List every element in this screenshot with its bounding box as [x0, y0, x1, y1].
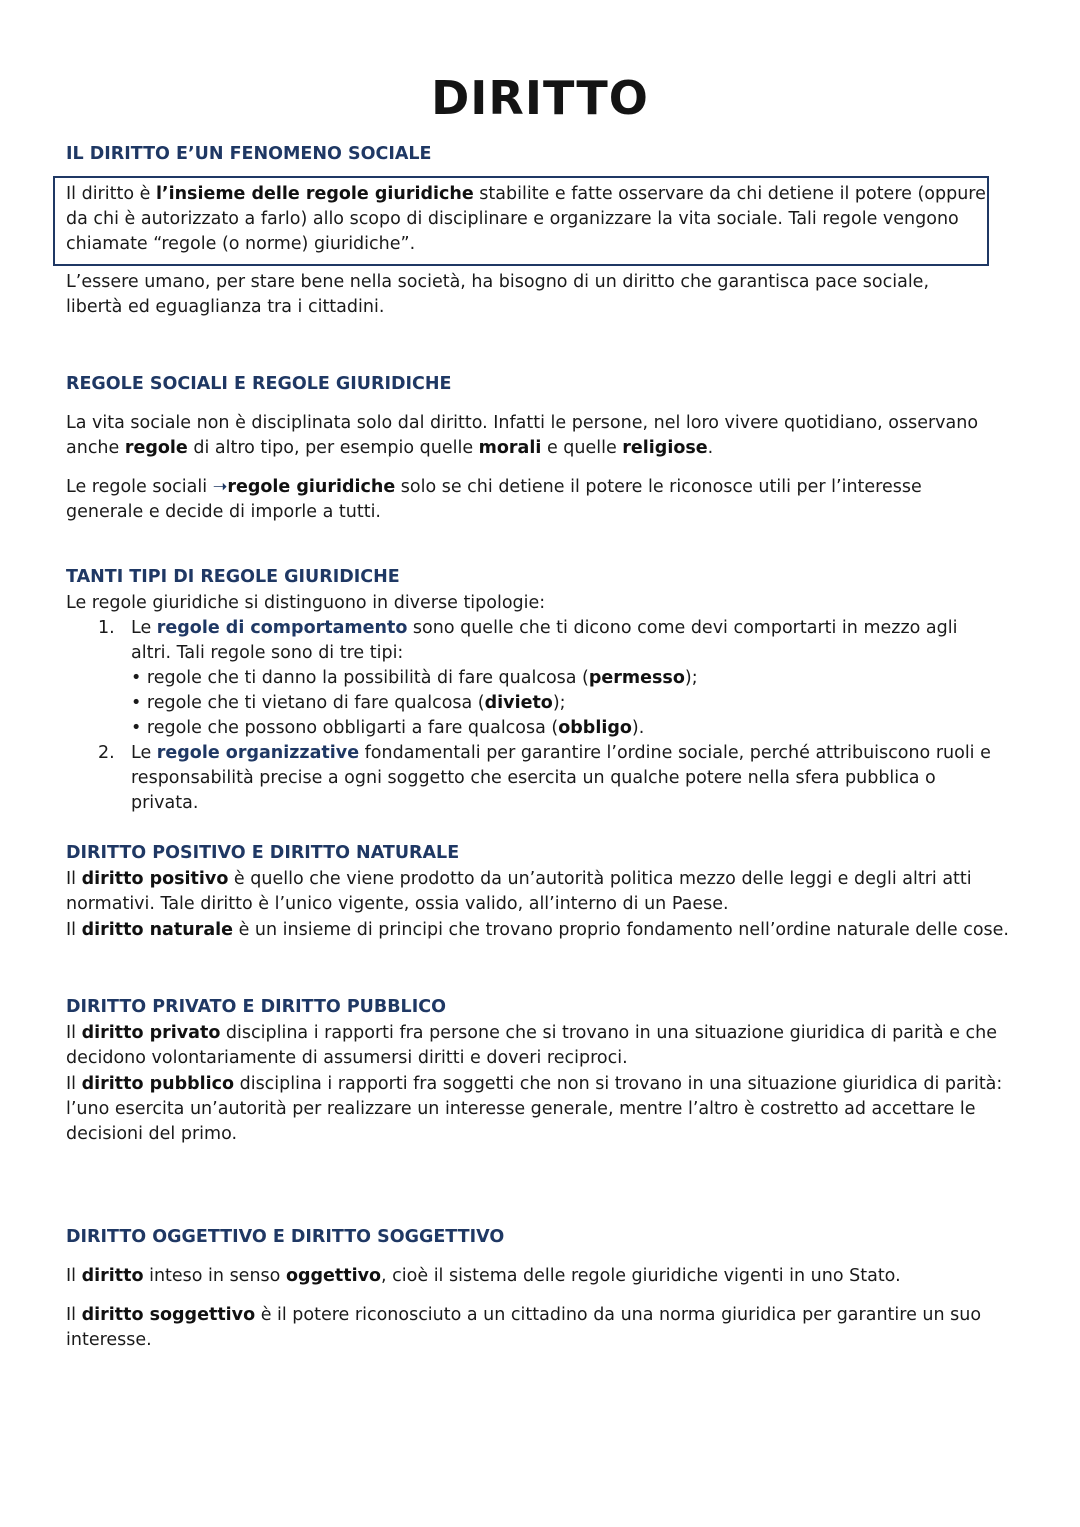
paragraph-essere-umano: L’essere umano, per stare bene nella società, ha bisogno di un diritto che garantisca pace sociale, libertà ed eguaglianza tra i cittadini.	[66, 272, 930, 317]
section-heading-positivo-naturale: DIRITTO POSITIVO E DIRITTO NATURALE	[66, 843, 460, 863]
section-heading-tipi-regole: TANTI TIPI DI REGOLE GIURIDICHE	[66, 567, 400, 587]
bullet-obbligo: • regole che possono obbligarti a fare qualcosa (obbligo).	[131, 718, 645, 738]
list-item-regole-organizzative: Le regole organizzative fondamentali per garantire l’ordine sociale, perché attribuiscono ruoli e responsabilità precise a ogni soggetto che esercita un qualche potere nella sfera pubblica o privata.	[131, 743, 991, 813]
section-heading-privato-pubblico: DIRITTO PRIVATO E DIRITTO PUBBLICO	[66, 997, 446, 1017]
bullet-permesso: • regole che ti danno la possibilità di fare qualcosa (permesso);	[131, 668, 698, 688]
paragraph-diritto-privato: Il diritto privato disciplina i rapporti fra persone che si trovano in una situazione giuridica di parità e che decidono volontariamente di assumersi diritti e doveri reciproci.	[66, 1023, 998, 1068]
definition-text: Il diritto è l’insieme delle regole giuridiche stabilite e fatte osservare da chi detiene il potere (oppure da chi è autorizzato a farlo) allo scopo di disciplinare e organizzare la vita sociale. Tali regole vengono chiamate “regole (o norme) giuridiche”.	[66, 184, 986, 254]
paragraph-tipologie-intro: Le regole giuridiche si distinguono in diverse tipologie:	[66, 593, 546, 613]
list-number-2: 2.	[98, 743, 115, 763]
section-heading-regole-sociali: REGOLE SOCIALI E REGOLE GIURIDICHE	[66, 374, 452, 394]
section-heading-fenomeno-sociale: IL DIRITTO E’UN FENOMENO SOCIALE	[66, 144, 432, 164]
page-title: DIRITTO	[431, 71, 649, 125]
list-number-1: 1.	[98, 618, 115, 638]
paragraph-diritto-positivo: Il diritto positivo è quello che viene prodotto da un’autorità politica mezzo delle leggi e degli altri atti normativi. Tale diritto è l’unico vigente, ossia valido, all’interno di un Paese.	[66, 869, 972, 914]
paragraph-diritto-oggettivo: Il diritto inteso in senso oggettivo, cioè il sistema delle regole giuridiche vigenti in uno Stato.	[66, 1266, 901, 1286]
paragraph-diritto-naturale: Il diritto naturale è un insieme di principi che trovano proprio fondamento nell’ordine naturale delle cose.	[66, 920, 1009, 940]
arrow-right-icon: ➝	[212, 477, 228, 497]
list-item-regole-comportamento: Le regole di comportamento sono quelle che ti dicono come devi comportarti in mezzo agli altri. Tali regole sono di tre tipi:	[131, 618, 958, 663]
section-heading-oggettivo-soggettivo: DIRITTO OGGETTIVO E DIRITTO SOGGETTIVO	[66, 1227, 505, 1247]
paragraph-diritto-pubblico: Il diritto pubblico disciplina i rapporti fra soggetti che non si trovano in una situazione giuridica di parità: l’uno esercita un’autorità per realizzare un interesse generale, mentre l’altro è costretto ad accettare le decisioni del primo.	[66, 1074, 1003, 1144]
paragraph-diritto-soggettivo: Il diritto soggettivo è il potere riconosciuto a un cittadino da una norma giuridica per garantire un suo interesse.	[66, 1305, 982, 1350]
paragraph-regole-sociali: Le regole sociali ➝regole giuridiche solo se chi detiene il potere le riconosce utili per l’interesse generale e decide di imporle a tutti.	[66, 477, 922, 522]
paragraph-vita-sociale: La vita sociale non è disciplinata solo dal diritto. Infatti le persone, nel loro vivere quotidiano, osservano anche regole di altro tipo, per esempio quelle morali e quelle religiose.	[66, 413, 979, 458]
bullet-divieto: • regole che ti vietano di fare qualcosa (divieto);	[131, 693, 566, 713]
